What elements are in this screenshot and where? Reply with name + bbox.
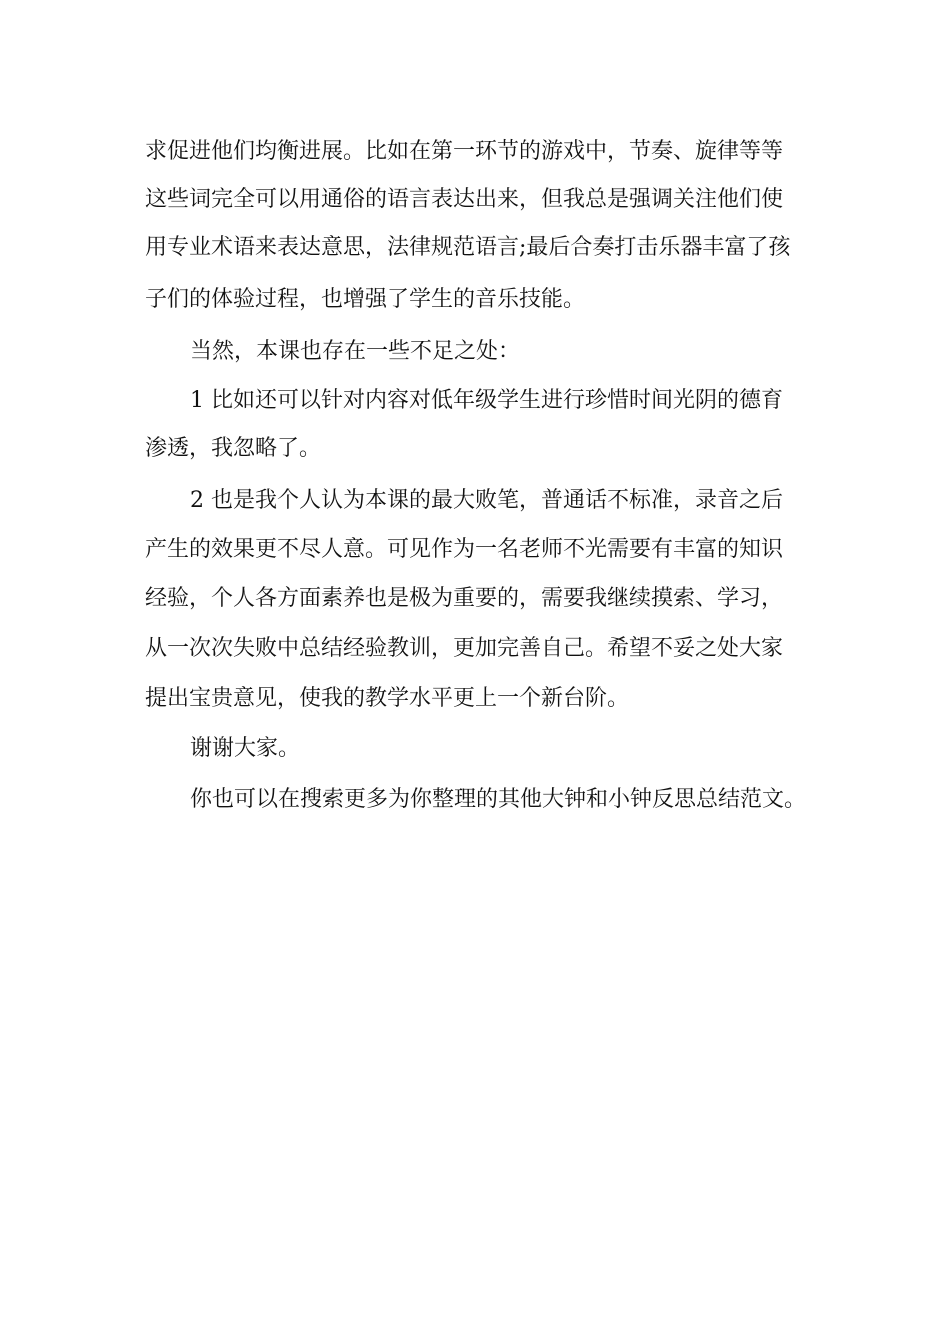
text-line: 你也可以在搜索更多为你整理的其他大钟和小钟反思总结范文。 xyxy=(190,787,807,812)
text-line: 1 比如还可以针对内容对低年级学生进行珍惜时间光阴的德育 xyxy=(190,388,783,413)
text-line: 谢谢大家。 xyxy=(190,736,301,761)
text-line: 产生的效果更不尽人意。可见作为一名老师不光需要有丰富的知识 xyxy=(145,537,784,562)
text-line: 子们的体验过程，也增强了学生的音乐技能。 xyxy=(145,287,586,312)
text-line: 经验，个人各方面素养也是极为重要的，需要我继续摸索、学习， xyxy=(145,586,784,611)
text-line: 2 也是我个人认为本课的最大败笔，普通话不标准，录音之后 xyxy=(190,488,783,513)
text-line: 这些词完全可以用通俗的语言表达出来，但我总是强调关注他们使 xyxy=(145,187,784,212)
text-line: 用专业术语来表达意思，法律规范语言;最后合奏打击乐器丰富了孩 xyxy=(145,235,791,260)
text-line: 当然，本课也存在一些不足之处： xyxy=(190,339,521,364)
text-line: 渗透，我忽略了。 xyxy=(145,436,322,461)
text-line: 求促进他们均衡进展。比如在第一环节的游戏中，节奏、旋律等等 xyxy=(145,139,784,164)
text-line: 从一次次失败中总结经验教训，更加完善自己。希望不妥之处大家 xyxy=(145,636,784,661)
text-line: 提出宝贵意见，使我的教学水平更上一个新台阶。 xyxy=(145,686,630,711)
